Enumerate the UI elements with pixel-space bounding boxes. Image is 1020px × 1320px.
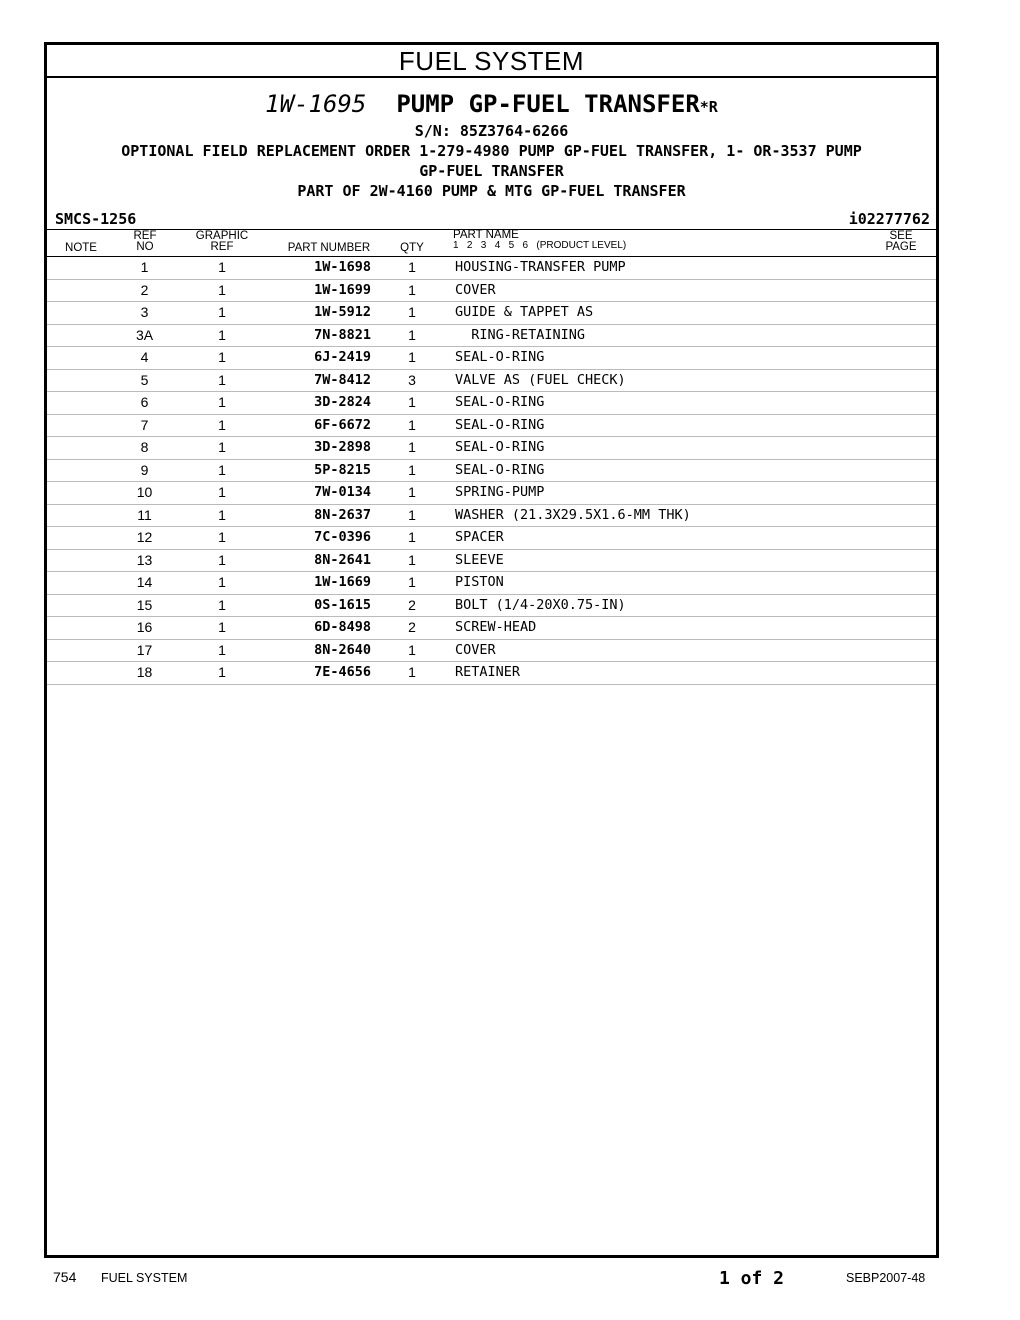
graphic-ref: 1 [218,484,226,500]
smcs-code: SMCS-1256 [55,210,137,228]
part-name: BOLT (1/4-20X0.75-IN) [455,596,626,613]
ref-no: 2 [140,281,149,298]
qty: 1 [408,551,416,568]
footer-page-number: 754 [53,1269,77,1285]
section-title: FUEL SYSTEM [47,45,936,78]
ref-no: 12 [136,529,153,545]
part-number: 1W-1698 [314,259,371,275]
graphic-ref: 1 [218,304,226,320]
graphic-ref: 1 [218,281,226,298]
table-row [47,662,936,685]
col-graphic-top: GRAPHIC [195,230,249,242]
qty: 1 [408,349,416,365]
ref-no: 11 [137,506,152,523]
graphic-ref: 1 [218,529,226,545]
part-name: SEAL-O-RING [455,416,545,433]
ref-no: 5 [140,371,149,388]
part-number: 5P-8215 [314,461,371,478]
footer-section: FUEL SYSTEM [101,1271,188,1285]
table-row [47,347,936,370]
part-name: SEAL-O-RING [455,394,545,410]
graphic-ref: 1 [218,461,226,478]
part-name: SPACER [455,529,504,545]
ref-no: 10 [136,484,153,500]
part-name: WASHER (21.3X29.5X1.6-MM THK) [455,506,691,523]
qty: 1 [408,259,416,275]
column-headers [47,229,936,257]
assembly-mark: *R [699,98,718,116]
col-qty: QTY [400,242,424,254]
table-row [47,280,936,303]
part-name: SLEEVE [455,551,504,568]
part-number: 8N-2640 [314,641,371,658]
part-number: 3D-2898 [314,439,371,455]
ref-no: 16 [136,619,153,635]
part-name: SEAL-O-RING [455,461,545,478]
graphic-ref: 1 [218,506,226,523]
ref-no: 4 [140,349,149,365]
table-row [47,392,936,415]
table-row [47,325,936,348]
illustration-id: i02277762 [848,210,930,228]
assembly-part-name: PUMP GP-FUEL TRANSFER [396,90,700,118]
graphic-ref: 1 [218,619,226,635]
part-number: 7W-8412 [314,371,371,388]
part-number: 8N-2641 [314,551,371,568]
part-number: 7W-0134 [314,484,371,500]
ref-no: 6 [140,394,149,410]
part-name: COVER [455,281,496,298]
footer-doc-number: SEBP2007-48 [846,1271,926,1285]
col-see-bottom: PAGE [885,241,917,253]
table-row [47,550,936,573]
table-row [47,415,936,438]
table-row [47,527,936,550]
col-graphic-bottom: REF [210,241,234,253]
part-header [47,90,936,201]
qty: 1 [408,394,416,410]
part-number: 1W-1669 [314,574,371,590]
part-number: 8N-2637 [314,506,371,523]
qty: 1 [408,574,416,590]
part-name: SEAL-O-RING [455,349,545,365]
table-row [47,302,936,325]
ref-no: 3 [140,304,149,320]
part-name: SPRING-PUMP [455,484,545,500]
table-row [47,482,936,505]
qty: 1 [408,416,416,433]
graphic-ref: 1 [218,439,226,455]
part-number: 1W-1699 [314,281,371,298]
ref-no: 14 [136,574,153,590]
part-name: SCREW-HEAD [455,619,537,635]
graphic-ref: 1 [218,574,226,590]
qty: 3 [408,371,416,388]
col-product-level: 1 2 3 4 5 6 (PRODUCT LEVEL) [453,240,627,251]
replacement-note-line-2: GP-FUEL TRANSFER [419,162,564,180]
qty: 2 [408,619,416,635]
ref-no: 7 [140,416,149,433]
part-number: 0S-1615 [314,596,371,613]
parts-list [47,257,936,685]
table-row [47,370,936,393]
part-number: 6F-6672 [314,416,371,433]
assembly-part-number: 1W-1695 [265,90,367,118]
col-part-number: PART NUMBER [287,242,371,254]
ref-no: 13 [136,551,153,568]
part-name: RETAINER [455,664,521,680]
replacement-note-line-1: OPTIONAL FIELD REPLACEMENT ORDER 1-279-4980 PUMP GP-FUEL TRANSFER, 1- OR-3537 PUMP [121,142,862,160]
table-row [47,257,936,280]
ref-no: 3A [135,326,154,343]
part-number: 6D-8498 [314,619,371,635]
parts-page-frame [44,42,939,1258]
table-row [47,505,936,528]
col-part-name: PART NAME [453,229,519,241]
qty: 1 [408,281,416,298]
part-name: VALVE AS (FUEL CHECK) [455,371,626,388]
part-name: COVER [455,641,496,658]
table-row [47,617,936,640]
table-row [47,640,936,663]
serial-number: S/N: 85Z3764-6266 [414,122,569,140]
ref-no: 18 [136,664,153,680]
col-note: NOTE [65,242,97,254]
ref-no: 1 [140,259,149,275]
qty: 1 [408,664,416,680]
table-row [47,595,936,618]
smcs-row [47,207,936,229]
part-number: 6J-2419 [314,349,371,365]
qty: 1 [408,484,416,500]
part-number: 1W-5912 [314,304,371,320]
qty: 1 [408,506,416,523]
graphic-ref: 1 [218,394,226,410]
table-row [47,572,936,595]
qty: 1 [408,529,416,545]
qty: 1 [408,326,416,343]
graphic-ref: 1 [218,349,226,365]
part-name: PISTON [455,574,504,590]
part-number: 3D-2824 [314,394,371,410]
qty: 1 [408,304,416,320]
col-ref-bottom: NO [136,241,154,253]
graphic-ref: 1 [218,596,226,613]
qty: 1 [408,439,416,455]
ref-no: 9 [140,461,149,478]
table-row [47,460,936,483]
graphic-ref: 1 [218,664,226,680]
part-name: SEAL-O-RING [455,439,545,455]
col-ref-top: REF [133,230,157,242]
qty: 1 [408,641,416,658]
part-number: 7C-0396 [314,529,371,545]
graphic-ref: 1 [218,371,226,388]
title-line [47,90,936,121]
graphic-ref: 1 [218,416,226,433]
footer-page-of: 1 of 2 [719,1268,785,1289]
part-number: 7N-8821 [314,326,371,343]
part-name: GUIDE & TAPPET AS [455,304,594,320]
ref-no: 17 [136,641,153,658]
part-number: 7E-4656 [314,664,371,680]
table-row [47,437,936,460]
qty: 1 [408,461,416,478]
ref-no: 15 [136,596,153,613]
graphic-ref: 1 [218,641,226,658]
page-footer [0,1268,1020,1292]
qty: 2 [408,596,416,613]
part-of-line: PART OF 2W-4160 PUMP & MTG GP-FUEL TRANSFER [297,182,686,200]
col-see-top: SEE [889,230,913,242]
part-name: RING-RETAINING [455,326,586,343]
graphic-ref: 1 [218,259,226,275]
graphic-ref: 1 [218,551,226,568]
ref-no: 8 [140,439,149,455]
graphic-ref: 1 [218,326,226,343]
part-name: HOUSING-TRANSFER PUMP [455,259,626,275]
